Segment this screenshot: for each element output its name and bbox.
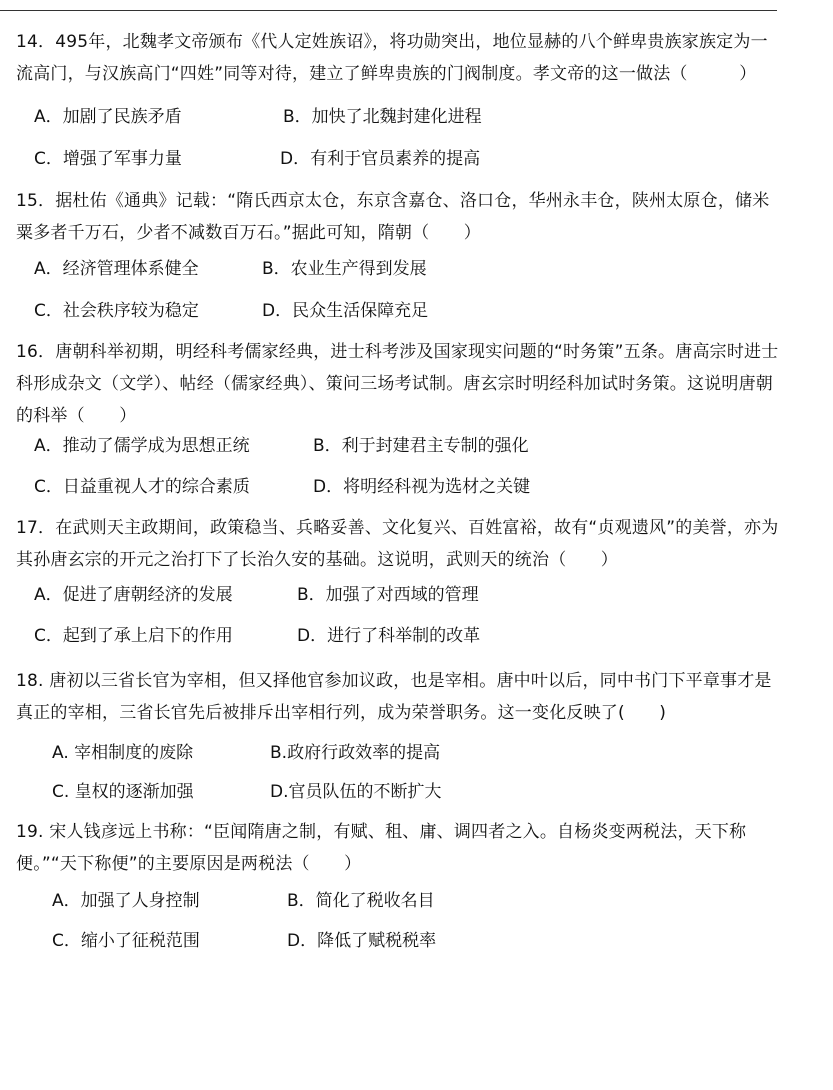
option-b[interactable]: B.政府行政效率的提高 <box>270 743 441 763</box>
options-row <box>0 295 780 327</box>
options-row <box>0 925 780 957</box>
option-a[interactable]: A．加剧了民族矛盾 <box>34 107 182 127</box>
question-stem: 17．在武则天主政期间，政策稳当、兵略妥善、文化复兴、百姓富裕，故有“贞观遗风”的美誉，亦为其孙唐玄宗的开元之治打下了长治久安的基础。这说明，武则天的统治（ ） <box>16 518 779 570</box>
option-a[interactable]: A．经济管理体系健全 <box>34 259 199 279</box>
option-a[interactable]: A．促进了唐朝经济的发展 <box>34 585 233 605</box>
option-d[interactable]: D．进行了科举制的改革 <box>297 626 481 646</box>
question-17 <box>16 512 781 576</box>
option-c[interactable]: C．日益重视人才的综合素质 <box>34 477 250 497</box>
question-stem: 18. 唐初以三省长官为宰相，但又择他官参加议政，也是宰相。唐中叶以后，同中书门下平章事才是真正的宰相，三省长官先后被排斥出宰相行列，成为荣誉职务。这一变化反映了( ) <box>16 671 772 723</box>
option-d[interactable]: D．降低了赋税税率 <box>287 931 437 951</box>
question-stem: 19. 宋人钱彦远上书称：“臣闻隋唐之制，有赋、租、庸、调四者之入。自杨炎变两税法，天下称便。”“天下称便”的主要原因是两税法（ ） <box>16 822 747 874</box>
options-row <box>0 737 780 769</box>
question-stem: 16．唐朝科举初期，明经科考儒家经典，进士科考涉及国家现实问题的“时务策”五条。唐高宗时进士科形成杂文（文学）、帖经（儒家经典）、策问三场考试制。唐玄宗时明经科加试时务策。这说明唐朝的科举（ ） <box>16 342 779 426</box>
option-c[interactable]: C．社会秩序较为稳定 <box>34 301 199 321</box>
option-a[interactable]: A．推动了儒学成为思想正统 <box>34 436 250 456</box>
option-d[interactable]: D.官员队伍的不断扩大 <box>270 782 442 802</box>
options-row <box>0 253 780 285</box>
options-row <box>0 885 780 917</box>
question-16 <box>16 336 781 432</box>
options-row <box>0 776 780 808</box>
option-c[interactable]: C. 皇权的逐渐加强 <box>52 782 194 802</box>
question-14 <box>16 26 781 90</box>
option-a[interactable]: A．加强了人身控制 <box>52 891 200 911</box>
option-d[interactable]: D．将明经科视为选材之关键 <box>313 477 531 497</box>
option-c[interactable]: C．起到了承上启下的作用 <box>34 626 233 646</box>
options-row <box>0 620 780 652</box>
option-d[interactable]: D．有利于官员素养的提高 <box>280 149 481 169</box>
options-row <box>0 430 780 462</box>
option-c[interactable]: C．增强了军事力量 <box>34 149 182 169</box>
question-stem: 14．495年，北魏孝文帝颁布《代人定姓族诏》，将功勋突出，地位显赫的八个鲜卑贵族家族定为一流高门，与汉族高门“四姓”同等对待，建立了鲜卑贵族的门阀制度。孝文帝的这一做法（ ） <box>16 32 768 84</box>
option-d[interactable]: D．民众生活保障充足 <box>262 301 429 321</box>
question-19 <box>16 816 781 880</box>
question-stem: 15．据杜佑《通典》记载：“隋氏西京太仓，东京含嘉仓、洛口仓，华州永丰仓，陕州太原仓，储米粟多者千万石，少者不减数百万石。”据此可知，隋朝（ ） <box>16 191 770 243</box>
option-b[interactable]: B．加快了北魏封建化进程 <box>283 107 482 127</box>
option-c[interactable]: C．缩小了征税范围 <box>52 931 200 951</box>
option-b[interactable]: B．简化了税收名目 <box>287 891 435 911</box>
option-b[interactable]: B．加强了对西域的管理 <box>297 585 479 605</box>
question-15 <box>16 185 781 249</box>
option-b[interactable]: B．利于封建君主专制的强化 <box>313 436 529 456</box>
option-a[interactable]: A. 宰相制度的废除 <box>52 743 194 763</box>
option-b[interactable]: B．农业生产得到发展 <box>262 259 427 279</box>
options-row <box>0 143 780 175</box>
question-18 <box>16 665 781 729</box>
options-row <box>0 579 780 611</box>
options-row <box>0 471 780 503</box>
top-divider-line <box>0 10 777 11</box>
options-row <box>0 101 780 133</box>
